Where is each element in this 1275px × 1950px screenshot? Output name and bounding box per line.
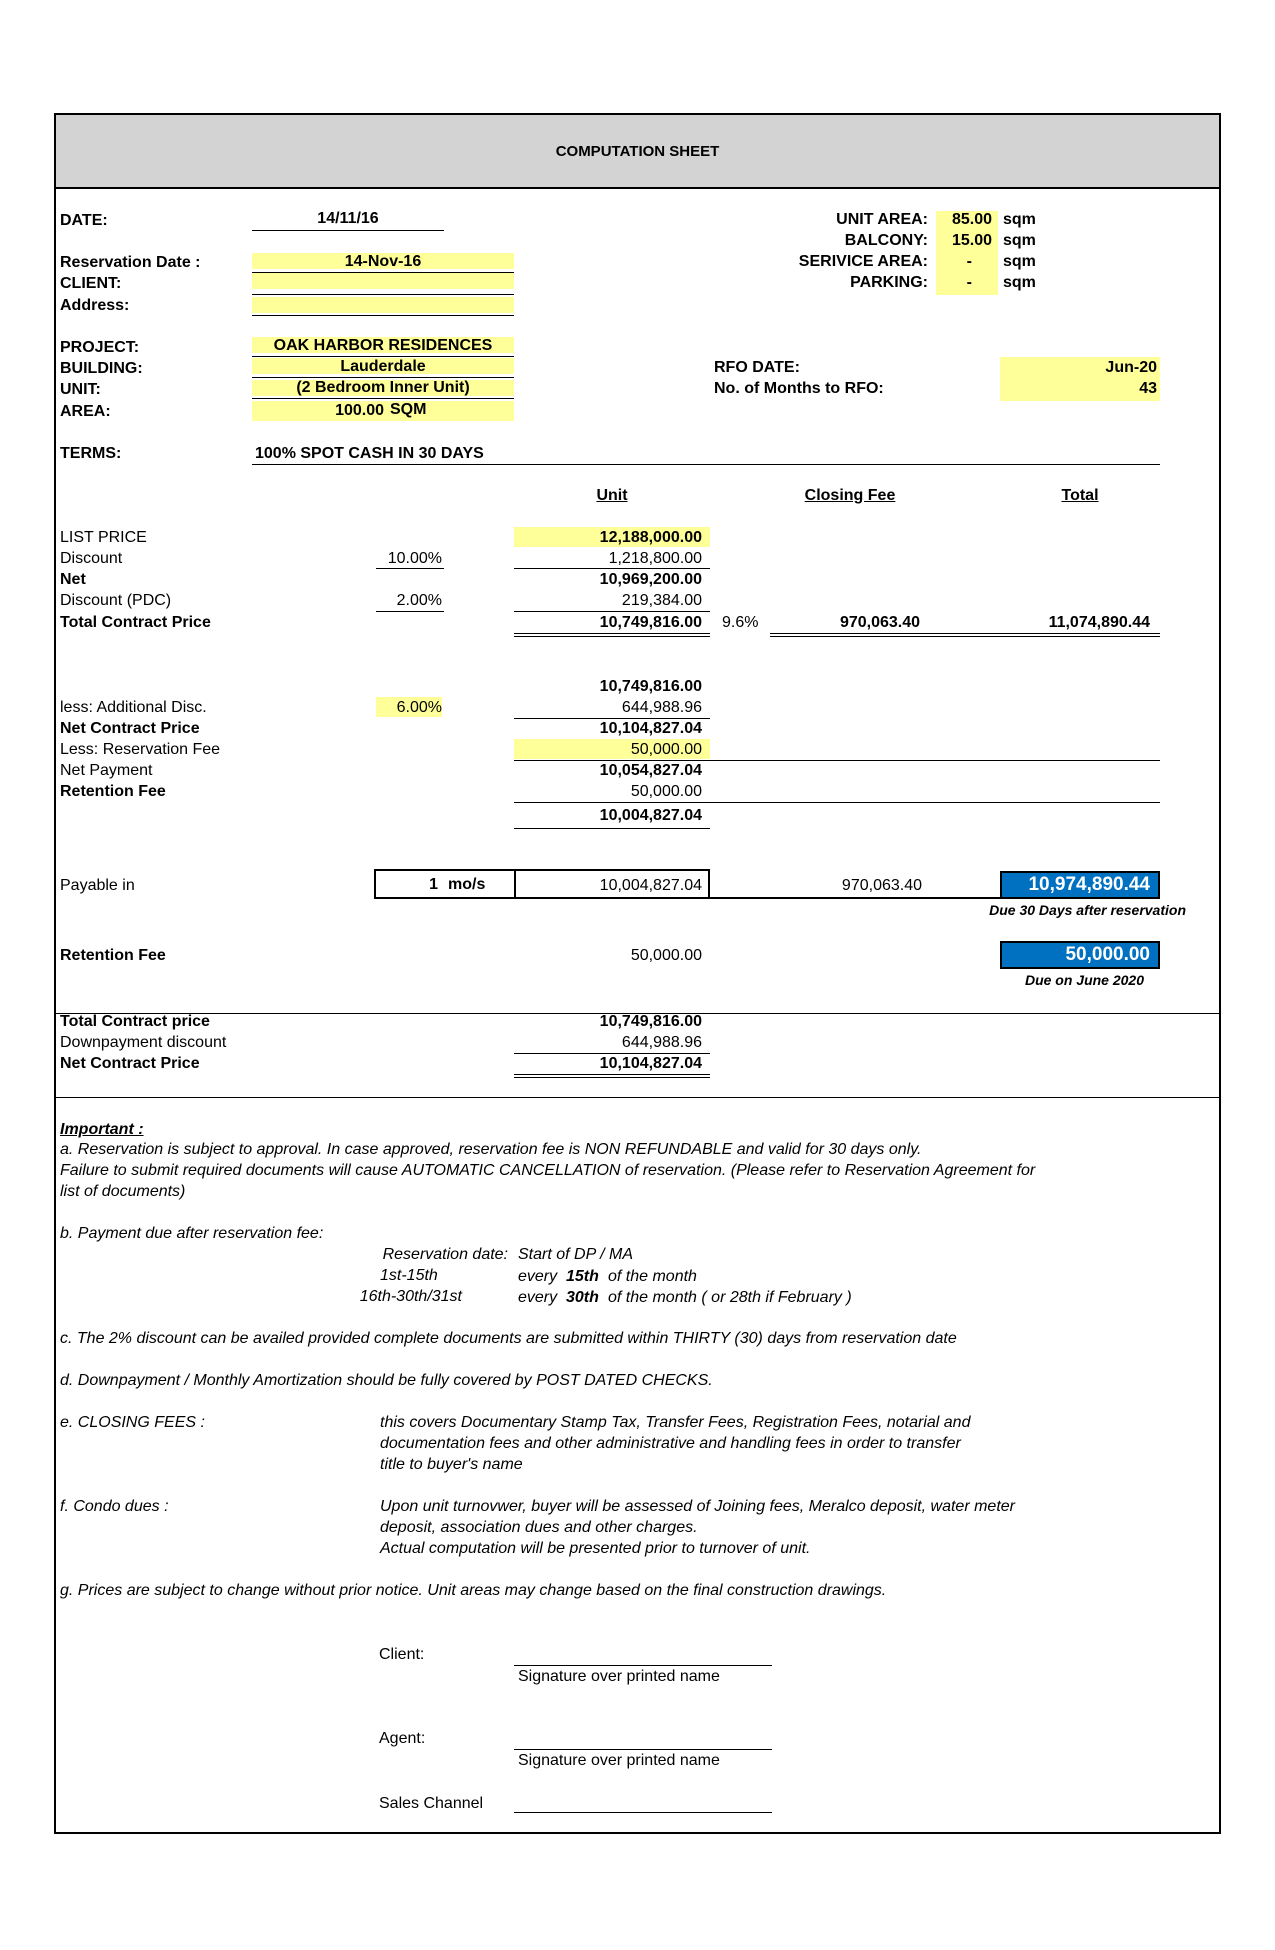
- net-payment-label: Net Payment: [60, 762, 153, 779]
- net-payment-value: 10,054,827.04: [599, 762, 702, 779]
- list-price-value: 12,188,000.00: [599, 529, 702, 546]
- retention-value: 50,000.00: [630, 783, 702, 800]
- note-f-label: f. Condo dues :: [60, 1498, 169, 1515]
- double-line: [770, 633, 1160, 637]
- pct-underline: [376, 611, 444, 612]
- unit-label: UNIT:: [60, 381, 101, 398]
- service-area-label: SERIVICE AREA:: [798, 253, 928, 270]
- sum-line: [514, 828, 710, 829]
- channel-sig-label: Sales Channel: [379, 1795, 484, 1812]
- unit-area-value: 85.00: [951, 211, 992, 228]
- double-line: [514, 1074, 710, 1078]
- pdc-pct: 2.00%: [396, 592, 442, 609]
- area-value: 100.00: [335, 402, 384, 419]
- project-label: PROJECT:: [60, 339, 140, 356]
- client-sig-line[interactable]: [514, 1665, 772, 1666]
- sum-line: [514, 568, 710, 569]
- date-label: DATE:: [60, 212, 108, 229]
- payable-label: Payable in: [60, 877, 135, 894]
- note-a3: list of documents): [60, 1183, 186, 1200]
- parking-value: -: [966, 274, 972, 291]
- tcp-value: 10,749,816.00: [599, 614, 702, 631]
- note-b-r2-day: 30th: [566, 1289, 599, 1306]
- summary-tcp-value: 10,749,816.00: [599, 1013, 702, 1030]
- note-g: g. Prices are subject to change without prior notice. Unit areas may change based on the final construction drawings.: [60, 1582, 887, 1599]
- client-sig-caption: Signature over printed name: [518, 1668, 720, 1685]
- note-f1: Upon unit turnovwer, buyer will be assessed of Joining fees, Meralco deposit, water meter: [380, 1498, 1015, 1515]
- service-area-unit: sqm: [1003, 253, 1036, 270]
- discount-label: Discount: [60, 550, 123, 567]
- agent-sig-line[interactable]: [514, 1749, 772, 1750]
- note-b-r2-rest: of the month ( or 28th if February ): [608, 1289, 852, 1306]
- note-c: c. The 2% discount can be availed provided complete documents are submitted within THIRTY (30) days from reservation date: [60, 1330, 957, 1347]
- row-line: [252, 398, 514, 399]
- ncp-label: Net Contract Price: [60, 720, 200, 737]
- note-e-label: e. CLOSING FEES :: [60, 1414, 205, 1431]
- balcony-value: 15.00: [951, 232, 992, 249]
- payable-unit-amount: 10,004,827.04: [599, 877, 702, 894]
- page-title: COMPUTATION SHEET: [555, 143, 720, 160]
- retention-total: 50,000.00: [1000, 941, 1160, 969]
- client-cell[interactable]: [252, 273, 514, 289]
- note-b-r2-label: 16th-30th/31st: [359, 1288, 462, 1305]
- add-disc-pct: 6.00%: [396, 699, 442, 716]
- note-d: d. Downpayment / Monthly Amortization should be fully covered by POST DATED CHECKS.: [60, 1372, 713, 1389]
- discount-pct: 10.00%: [387, 550, 442, 567]
- channel-sig-line[interactable]: [514, 1812, 772, 1813]
- terms-value: 100% SPOT CASH IN 30 DAYS: [255, 445, 484, 462]
- balcony-label: BALCONY:: [844, 232, 928, 249]
- calc-base: 10,749,816.00: [599, 678, 702, 695]
- col-unit-header: Unit: [596, 487, 628, 504]
- note-b: b. Payment due after reservation fee:: [60, 1225, 324, 1242]
- unit-area-unit: sqm: [1003, 211, 1036, 228]
- payable-retention-label: Retention Fee: [60, 947, 166, 964]
- agent-sig-label: Agent:: [379, 1730, 426, 1747]
- building-label: BUILDING:: [60, 360, 143, 377]
- payable-total: 10,974,890.44: [1000, 871, 1160, 899]
- payable-months-unit: mo/s: [448, 876, 486, 893]
- address-label: Address:: [60, 297, 130, 314]
- retention-label: Retention Fee: [60, 783, 166, 800]
- ncp-value: 10,104,827.04: [599, 720, 702, 737]
- closing-pct: 9.6%: [722, 614, 759, 631]
- rfo-date-value: Jun-20: [1105, 359, 1157, 376]
- unit-area-label: UNIT AREA:: [836, 211, 928, 228]
- rfo-date-label: RFO DATE:: [714, 359, 800, 376]
- service-area-value: -: [966, 253, 972, 270]
- payable-line: [710, 897, 1000, 899]
- payable-retention-amount: 50,000.00: [630, 947, 702, 964]
- col-total-header: Total: [1061, 487, 1099, 504]
- closing-fee-value: 970,063.40: [839, 614, 921, 631]
- reservation-label: Reservation Date :: [60, 254, 201, 271]
- date-underline: [252, 230, 444, 231]
- double-line: [514, 633, 710, 637]
- area-label: AREA:: [60, 403, 111, 420]
- note-a2: Failure to submit required documents will cause AUTOMATIC CANCELLATION of reservation. (Please refer to Reservation Agreement for: [60, 1162, 1036, 1179]
- project-value: OAK HARBOR RESIDENCES: [273, 337, 493, 354]
- note-f3: Actual computation will be presented prior to turnover of unit.: [380, 1540, 811, 1557]
- note-f2: deposit, association dues and other charges.: [380, 1519, 698, 1536]
- terms-label: TERMS:: [60, 445, 122, 462]
- row-line: [252, 315, 514, 316]
- section-divider: [56, 1097, 1219, 1098]
- retention-due-note: Due on June 2020: [1024, 972, 1144, 988]
- net-label: Net: [60, 571, 86, 588]
- note-b-r1-rest: of the month: [608, 1268, 697, 1285]
- note-e3: title to buyer's name: [380, 1456, 523, 1473]
- balcony-unit: sqm: [1003, 232, 1036, 249]
- rfo-months-value: 43: [1139, 380, 1157, 397]
- add-disc-value: 644,988.96: [621, 699, 702, 716]
- row-line: [252, 294, 514, 295]
- area-unit: SQM: [390, 401, 427, 418]
- date-value: 14/11/16: [317, 210, 379, 227]
- rfo-months-label: No. of Months to RFO:: [714, 380, 884, 397]
- balance-value: 10,004,827.04: [599, 807, 702, 824]
- note-b-res-label: Reservation date:: [382, 1246, 508, 1263]
- summary-dp-label: Downpayment discount: [60, 1034, 227, 1051]
- summary-tcp-label: Total Contract price: [60, 1013, 210, 1030]
- summary-ncp-label: Net Contract Price: [60, 1055, 200, 1072]
- building-value: Lauderdale: [340, 358, 426, 375]
- address-cell[interactable]: [252, 297, 514, 313]
- reservation-value: 14-Nov-16: [344, 253, 422, 270]
- client-label: CLIENT:: [60, 275, 122, 292]
- client-sig-label: Client:: [379, 1646, 425, 1663]
- pdc-value: 219,384.00: [621, 592, 702, 609]
- parking-unit: sqm: [1003, 274, 1036, 291]
- terms-underline: [252, 464, 1160, 465]
- pdc-label: Discount (PDC): [60, 592, 172, 609]
- sum-line: [514, 611, 710, 612]
- payable-closing-amount: 970,063.40: [841, 877, 922, 894]
- res-fee-value: 50,000.00: [630, 741, 702, 758]
- list-price-label: LIST PRICE: [60, 529, 147, 546]
- note-b-r1-label: 1st-15th: [380, 1267, 438, 1284]
- parking-label: PARKING:: [850, 274, 928, 291]
- pct-underline: [376, 568, 444, 569]
- payable-months: 1: [429, 876, 438, 893]
- note-b-r1-every: every: [518, 1268, 558, 1285]
- unit-value: (2 Bedroom Inner Unit): [296, 379, 470, 396]
- summary-dp-value: 644,988.96: [621, 1034, 702, 1051]
- sum-line: [514, 802, 1160, 803]
- col-closing-header: Closing Fee: [804, 487, 896, 504]
- discount-value: 1,218,800.00: [608, 550, 702, 567]
- row-line: [252, 272, 514, 273]
- notes-heading: Important :: [60, 1121, 144, 1138]
- note-b-r2-every: every: [518, 1289, 558, 1306]
- net-value: 10,969,200.00: [599, 571, 702, 588]
- note-a1: a. Reservation is subject to approval. In case approved, reservation fee is NON REFUNDABLE and valid for 30 days only.: [60, 1141, 922, 1158]
- agent-sig-caption: Signature over printed name: [518, 1752, 720, 1769]
- note-e2: documentation fees and other administrative and handling fees in order to transfer: [380, 1435, 961, 1452]
- add-disc-label: less: Additional Disc.: [60, 699, 207, 716]
- res-fee-label: Less: Reservation Fee: [60, 741, 221, 758]
- tcp-label: Total Contract Price: [60, 614, 211, 631]
- note-b-r1-day: 15th: [566, 1268, 599, 1285]
- payable-due-note: Due 30 Days after reservation: [989, 902, 1186, 918]
- summary-ncp-value: 10,104,827.04: [599, 1055, 702, 1072]
- note-b-res-value: Start of DP / MA: [518, 1246, 633, 1263]
- note-e1: this covers Documentary Stamp Tax, Transfer Fees, Registration Fees, notarial and: [380, 1414, 971, 1431]
- tcp-total-value: 11,074,890.44: [1048, 614, 1150, 631]
